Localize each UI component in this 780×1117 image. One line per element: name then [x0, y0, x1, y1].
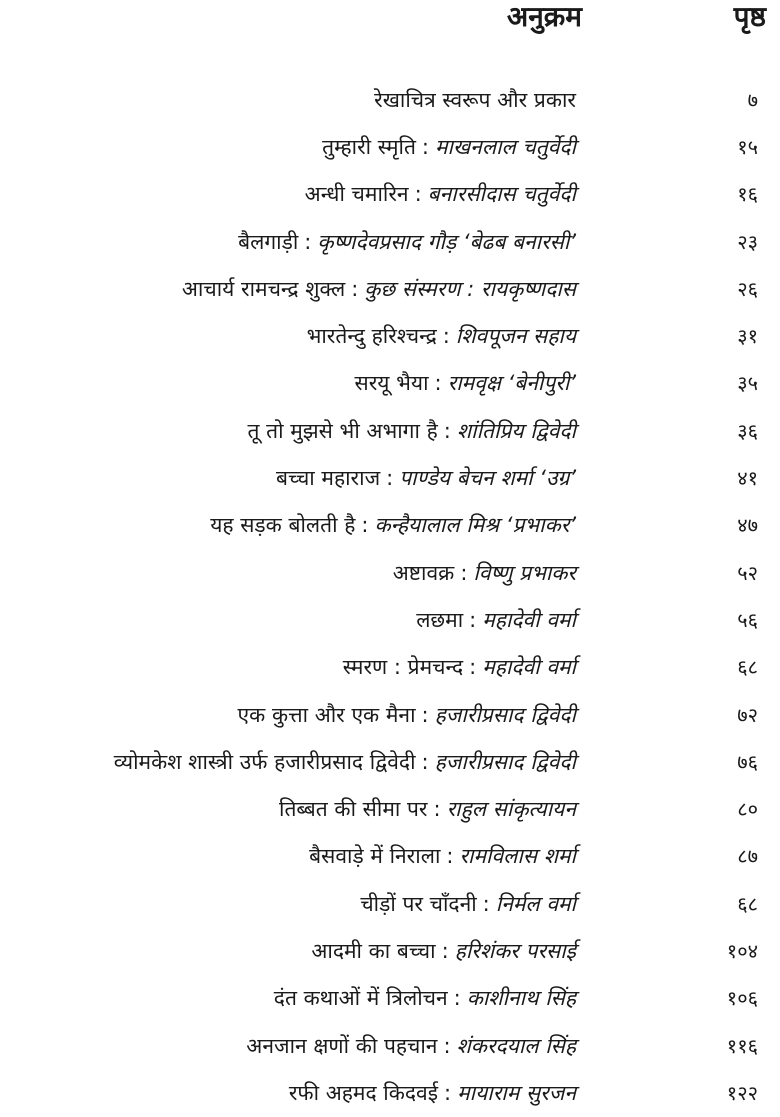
toc-entry: [0, 833, 780, 880]
toc-entry-page-number: ८०: [737, 797, 758, 822]
toc-entry: [0, 502, 780, 549]
toc-entry-page-number: १६: [737, 182, 758, 207]
toc-header: [0, 0, 780, 40]
toc-entry-page-number: ६८: [737, 655, 758, 680]
toc-entry-title: भारतेन्दु हरिश्चन्द्र: [306, 324, 437, 349]
toc-entry: [0, 218, 780, 265]
toc-entry-author: शांतिप्रिय द्विवेदी: [456, 418, 576, 443]
toc-entry-text: [210, 511, 576, 539]
toc-entry: [0, 549, 780, 596]
toc-entry: [0, 171, 780, 218]
toc-entry-separator: :: [421, 702, 429, 727]
toc-entry-page-number: ७२: [737, 702, 758, 727]
toc-entry-author: शिवपूजन सहाय: [455, 324, 576, 349]
toc-entry-title: लछमा: [416, 607, 464, 632]
toc-entry: [0, 1022, 780, 1069]
toc-entry-text: [248, 417, 576, 445]
toc-entry: [0, 691, 780, 738]
toc-entry-page-number: ३१: [737, 324, 758, 349]
toc-entry: [0, 738, 780, 785]
toc-entry-page-number: १५: [737, 134, 758, 159]
toc-entry: [0, 123, 780, 170]
toc-entry-separator: :: [421, 749, 429, 774]
toc-entry-separator: :: [441, 938, 449, 963]
toc-entry-title: तू तो मुझसे भी अभागा है: [247, 418, 438, 443]
toc-entry-title: दंत कथाओं में त्रिलोचन: [273, 986, 448, 1011]
toc-entry-author: महादेवी वर्मा: [482, 655, 576, 680]
toc-entry-separator: :: [433, 797, 441, 822]
toc-entry-title: आचार्य रामचन्द्र शुक्ल: [181, 276, 346, 301]
contents-heading: अनुक्रम: [506, 0, 582, 33]
toc-entry-text: [307, 322, 576, 350]
toc-entry-page-number: ५६: [737, 607, 758, 632]
toc-entry-title: तिब्बत की सीमा पर: [279, 797, 428, 822]
toc-entry-page-number: ५२: [737, 560, 758, 585]
toc-entry-page-number: ८७: [737, 844, 758, 869]
toc-entry-title: एक कुत्ता और एक मैना: [237, 702, 416, 727]
toc-entry-separator: :: [453, 986, 461, 1011]
toc-entry-separator: :: [469, 655, 477, 680]
toc-entry-text: [279, 795, 576, 823]
page-column-heading: पृष्ठ: [733, 0, 766, 33]
toc-entry-separator: :: [469, 607, 477, 632]
toc-entry-text: [276, 464, 576, 492]
toc-entry-page-number: १२२: [726, 1080, 758, 1105]
toc-entry-separator: :: [421, 134, 429, 159]
toc-entry-title: सरयू भैया: [354, 371, 429, 396]
toc-entry: [0, 927, 780, 974]
toc-entry-text: [343, 653, 576, 681]
toc-entry: [0, 312, 780, 359]
toc-entry: [0, 975, 780, 1022]
toc-entry-author: हजारीप्रसाद द्विवेदी: [434, 702, 576, 727]
toc-entry-page-number: ४१: [737, 466, 758, 491]
toc-entry-author: निर्मल वर्मा: [495, 891, 576, 916]
toc-entry-text: [114, 748, 576, 776]
toc-entry-author: हजारीप्रसाद द्विवेदी: [434, 749, 576, 774]
toc-entry-author: पाण्डेय बेचन शर्मा ‘उग्र’: [399, 466, 576, 491]
toc-entry-page-number: ६८: [737, 891, 758, 916]
toc-entry-text: [274, 984, 576, 1012]
toc-entry-text: [305, 180, 576, 208]
toc-entry-author: कृष्णदेवप्रसाद गौड़ ‘बेढब बनारसी’: [317, 229, 576, 254]
toc-entry-author: काशीनाथ सिंह: [466, 986, 576, 1011]
toc-entry-author: कुछ संस्मरण : रायकृष्णदास: [364, 276, 576, 301]
toc-entry-title: स्मरण : प्रेमचन्द: [342, 655, 464, 680]
toc-entry-title: बैलगाड़ी: [238, 229, 299, 254]
toc-entry-author: कन्हैयालाल मिश्र ‘प्रभाकर’: [374, 513, 576, 538]
toc-entry: [0, 880, 780, 927]
toc-entry-page-number: ३६: [737, 418, 758, 443]
toc-entry-separator: :: [444, 1080, 452, 1105]
toc-entry-title: अनजान क्षणों की पहचान: [246, 1033, 438, 1058]
toc-entry-text: [416, 606, 576, 634]
toc-entry-separator: :: [304, 229, 312, 254]
toc-entry: [0, 76, 780, 123]
toc-entry-title: तुम्हारी स्मृति: [322, 134, 416, 159]
toc-entry-title: व्योमकेश शास्त्री उर्फ हजारीप्रसाद द्विवेदी: [113, 749, 416, 774]
toc-entry-text: [322, 133, 576, 161]
toc-entry-page-number: १०६: [726, 986, 758, 1011]
toc-entry-page-number: २६: [737, 276, 758, 301]
toc-entry-author: महादेवी वर्मा: [482, 607, 576, 632]
toc-entry-title: चीड़ों पर चाँदनी: [360, 891, 477, 916]
toc-entry-text: [360, 890, 576, 918]
toc-entry-page-number: १०४: [726, 938, 758, 963]
toc-entry: [0, 360, 780, 407]
toc-entry-title: बच्चा महाराज: [276, 466, 381, 491]
toc-entry-page-number: ७: [747, 87, 758, 112]
toc-entry-title: अष्टावक्र: [392, 560, 455, 585]
toc-entry-author: रामवृक्ष ‘बेनीपुरी’: [447, 371, 576, 396]
toc-entry-separator: :: [482, 891, 490, 916]
toc-entry-page-number: २३: [737, 229, 758, 254]
toc-entry: [0, 785, 780, 832]
toc-list: [0, 76, 780, 1117]
toc-entry-separator: :: [434, 371, 442, 396]
toc-entry-separator: :: [442, 324, 450, 349]
toc-entry-separator: :: [351, 276, 359, 301]
toc-entry-author: शंकरदयाल सिंह: [456, 1033, 576, 1058]
toc-entry-text: [246, 1032, 576, 1060]
toc-entry-author: माखनलाल चतुर्वेदी: [435, 134, 576, 159]
toc-entry-page-number: ७६: [737, 749, 758, 774]
toc-entry-author: हरिशंकर परसाई: [454, 938, 576, 963]
toc-entry-author: रामविलास शर्मा: [459, 844, 576, 869]
toc-entry-separator: :: [446, 844, 454, 869]
toc-entry-text: [238, 701, 576, 729]
toc-entry-author: विष्णु प्रभाकर: [473, 560, 576, 585]
toc-entry-title: आदमी का बच्चा: [311, 938, 436, 963]
toc-entry-page-number: ४७: [737, 513, 758, 538]
toc-entry-separator: :: [386, 466, 394, 491]
toc-entry-separator: :: [460, 560, 468, 585]
toc-entry-text: [374, 86, 576, 114]
toc-entry-text: [289, 1079, 576, 1107]
toc-entry: [0, 407, 780, 454]
toc-entry-page-number: ११६: [726, 1033, 758, 1058]
toc-entry: [0, 265, 780, 312]
toc-entry-text: [393, 559, 576, 587]
toc-entry: [0, 644, 780, 691]
toc-entry-text: [182, 275, 576, 303]
toc-entry-author: राहुल सांकृत्यायन: [446, 797, 576, 822]
toc-entry-title: अन्धी चमारिन: [304, 182, 409, 207]
toc-entry-separator: :: [414, 182, 422, 207]
toc-entry-author: बनारसीदास चतुर्वेदी: [427, 182, 576, 207]
toc-entry-page-number: ३५: [737, 371, 758, 396]
toc-entry-title: यह सड़क बोलती है: [210, 513, 356, 538]
toc-entry-separator: :: [361, 513, 369, 538]
toc-entry: [0, 1069, 780, 1116]
toc-entry-author: मायाराम सुरजन: [457, 1080, 576, 1105]
toc-entry: [0, 454, 780, 501]
toc-entry: [0, 596, 780, 643]
toc-entry-title: रफी अहमद किदवई: [288, 1080, 439, 1105]
toc-entry-text: [238, 228, 576, 256]
toc-entry-title: बैसवाड़े में निराला: [309, 844, 441, 869]
toc-entry-text: [355, 369, 577, 397]
toc-entry-title: रेखाचित्र स्वरूप और प्रकार: [374, 87, 576, 112]
toc-entry-separator: :: [443, 1033, 451, 1058]
toc-entry-text: [309, 842, 576, 870]
toc-entry-separator: :: [443, 418, 451, 443]
toc-entry-text: [311, 937, 576, 965]
